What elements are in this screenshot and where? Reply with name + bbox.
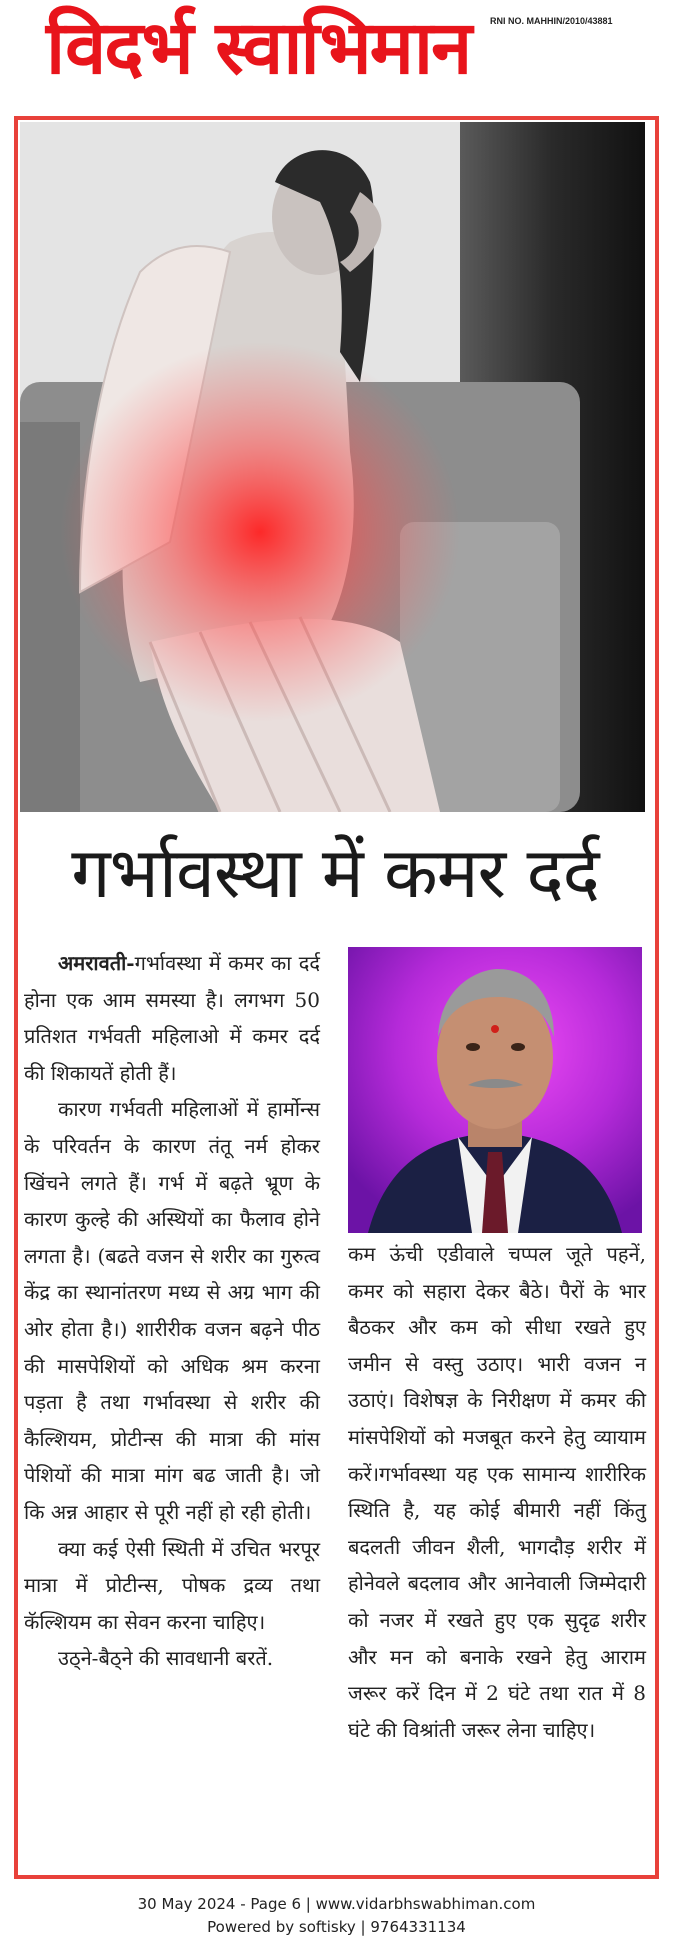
article-right-column: कम ऊंची एडीवाले चप्पल जूते पहनें, कमर को सहारा देकर बैठे। पैरों के भार बैठकर और कम को सीधा रखते हुए जमीन से वस्तु उठाए। भारी वजन न उठाएं। विशेषज्ञ के निरीक्षण में कमर की मांसपेशियों को मजबूत करने हेतु व्यायाम करें।गर्भावस्था यह एक सामान्य शारीरिक स्थिति है, यह कोई बीमारी नहीं किंतु बदलती जीवन शैली, भागदौड़ शरीर में होनेवले बदलाव और आनेवाली जिम्मेदारी को नजर में रखते हुए एक सुदृढ शरीर और मन को बनाके रखने हेतु आराम जरूर करें दिन में 2 घंटे तथा रात में 8 घंटे की विश्रांती जरूर लेना चाहिए। — [348, 1242, 646, 1742]
pregnant-woman-illustration — [20, 122, 645, 812]
article-left-column — [24, 945, 320, 1677]
article-paragraph: क्या कई ऐसी स्थिती में उचित भरपूर मात्रा में प्रोटीन्स, पोषक द्रव्य तथा कॅल्शियम का सेवन करना चाहिए। — [24, 1536, 320, 1634]
dateline: अमरावती- — [58, 951, 135, 975]
masthead — [0, 0, 673, 110]
author-portrait-illustration — [348, 947, 642, 1233]
article-headline: गर्भावस्था में कमर दर्द — [71, 832, 599, 914]
article-paragraph: उठ्ने-बैठ्ने की सावधानी बरतें. — [58, 1646, 274, 1671]
page-footer — [0, 1893, 673, 1939]
footer-powered-by: Powered by softisky | 9764331134 — [207, 1918, 466, 1936]
article-paragraph — [24, 945, 320, 1091]
article-paragraph: कारण गर्भवती महिलाओं में हार्मोन्स के परिवर्तन के कारण तंतू नर्म होकर खिंचने लगते हैं। गर्भ में बढ़ते भ्रूण के कारण कुल्हे की अस्थियों का फैलाव होने लगता है। (बढते वजन से शरीर का गुरुत्व केंद्र का स्थानांतरण मध्य से अग्र भाग की ओर होता है।) शारीरीक वजन बढ़ने पीठ की मासपेशियों को अधिक श्रम करना पड़ता है तथा गर्भावस्था से शरीर की कैल्शियम, प्रोटीन्स की मात्रा की मांस पेशियों की मात्रा मांग बढ जाती है। जो कि अन्न आहार से पूरी नहीं हो रही होती। — [24, 1097, 320, 1524]
paragraph-text: गर्भावस्था में कमर का दर्द होना एक आम समस्या है। लगभग 50 प्रतिशत गर्भवती महिलाओ में कमर दर्द की शिकायतें होती हैं। — [24, 951, 320, 1085]
footer-date-website: 30 May 2024 - Page 6 | www.vidarbhswabhiman.com — [137, 1895, 536, 1913]
pregnant-woman-photo — [20, 122, 645, 812]
registration-number: RNI NO. MAHHIN/2010/43881 — [490, 16, 613, 26]
author-portrait-photo — [348, 947, 642, 1233]
newspaper-title: विदर्भ स्वाभिमान — [46, 5, 471, 91]
